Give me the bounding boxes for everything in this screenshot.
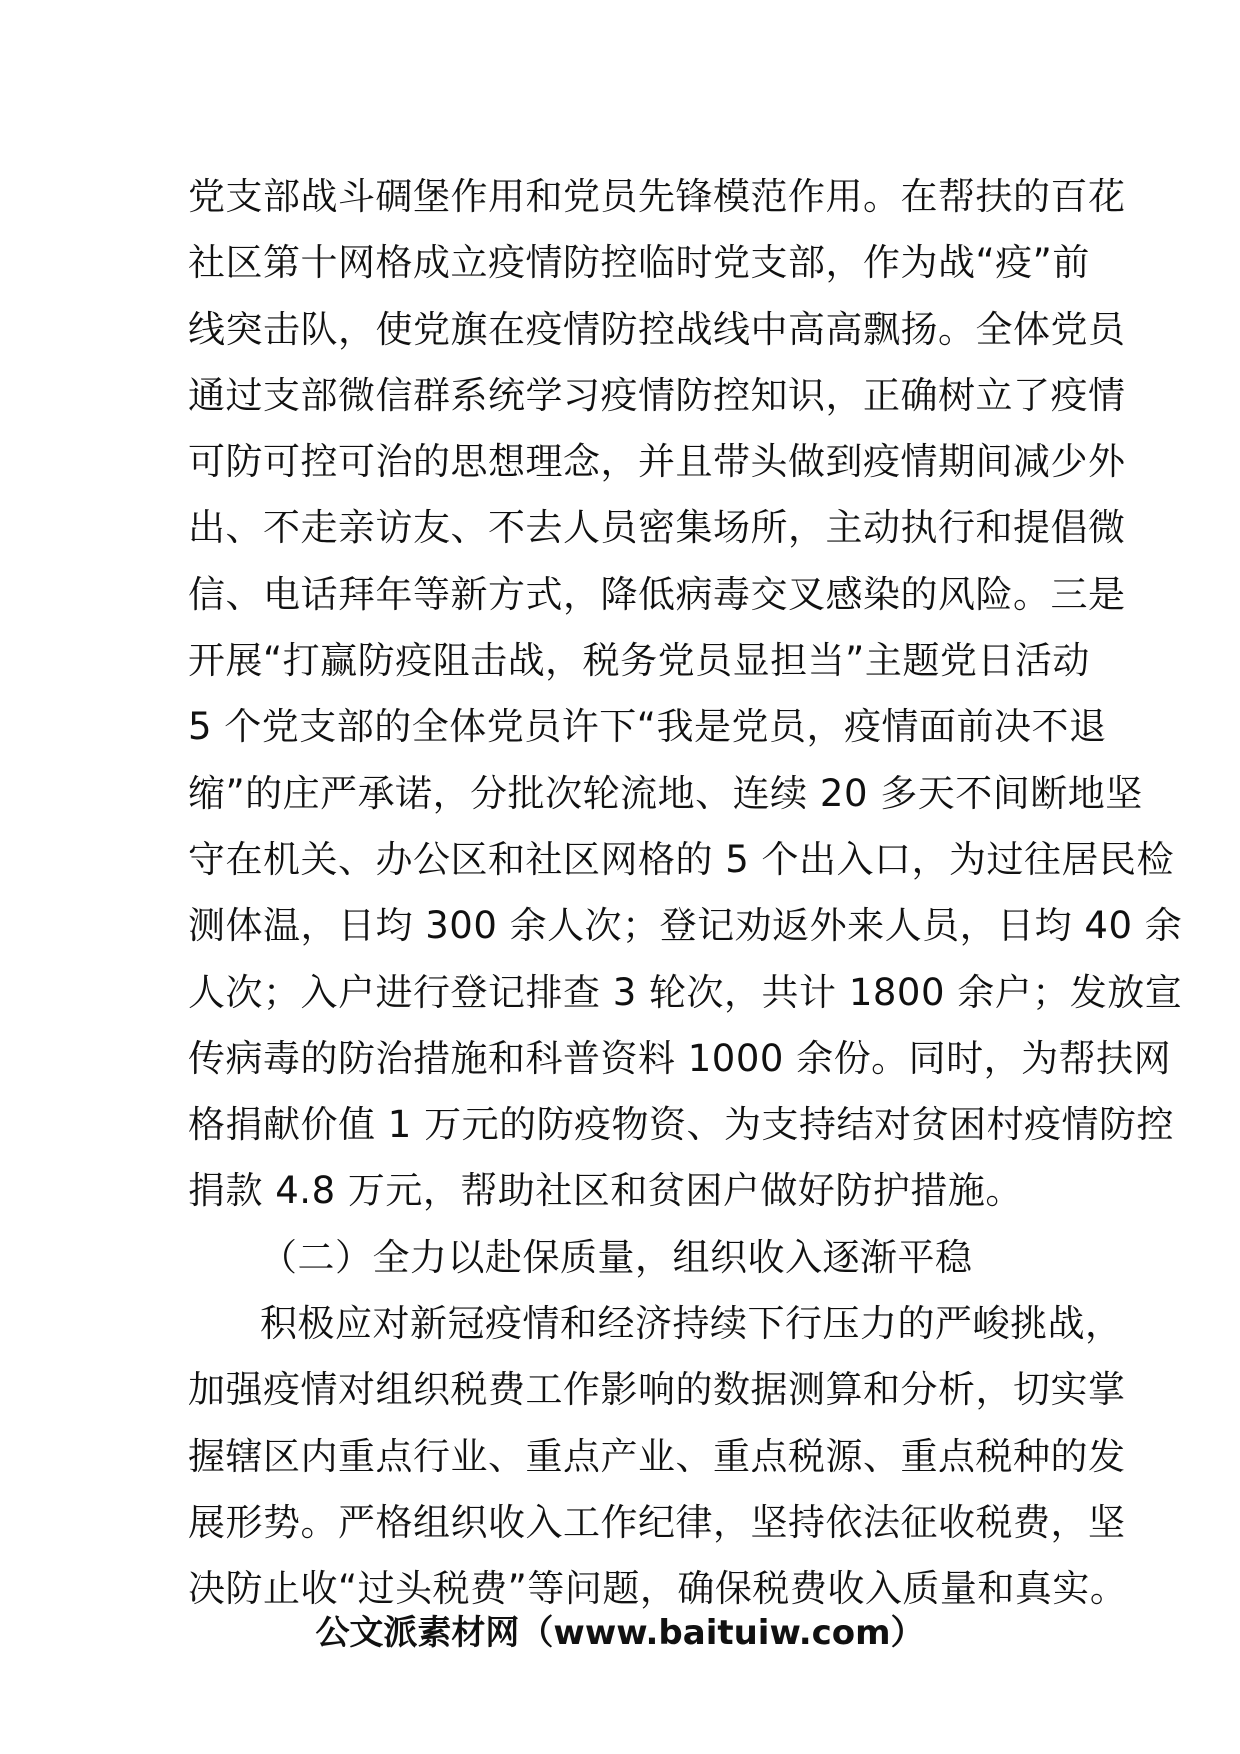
text-line: 通过支部微信群系统学习疫情防控知识，正确树立了疫情: [188, 373, 1126, 417]
text-line: 可防可控可治的思想理念，并且带头做到疫情期间减少外: [188, 440, 1126, 484]
text-line: 展形势。严格组织收入工作纪律，坚持依法征收税费，坚: [188, 1500, 1126, 1544]
text-line: 党支部战斗碉堡作用和党员先锋模范作用。在帮扶的百花: [188, 175, 1126, 218]
document-body: [188, 164, 1183, 1623]
footer-watermark: 公文派素材网（www.baituiw.com）: [315, 1613, 925, 1653]
text-line: 守在机关、办公区和社区网格的 5 个出入口，为过往居民检: [188, 837, 1175, 881]
text-line: 缩”的庄严承诺，分批次轮流地、连续 20 多天不间断地坚: [188, 771, 1143, 815]
text-line: 出、不走亲访友、不去人员密集场所，主动执行和提倡微: [188, 506, 1126, 550]
text-line: 信、电话拜年等新方式，降低病毒交叉感染的风险。三是: [188, 572, 1126, 616]
text-line: 社区第十网格成立疫情防控临时党支部，作为战“疫”前: [188, 241, 1090, 285]
text-line: 测体温，日均 300 余人次；登记劝返外来人员，日均 40 余: [188, 904, 1183, 948]
text-line: 开展“打赢防疫阻击战，税务党员显担当”主题党日活动: [188, 639, 1090, 683]
paragraph-first-line: 积极应对新冠疫情和经济持续下行压力的严峻挑战，: [260, 1302, 1123, 1346]
text-line: 传病毒的防治措施和科普资料 1000 余份。同时，为帮扶网: [188, 1036, 1172, 1080]
text-line: 决防止收“过头税费”等问题，确保税费收入质量和真实。: [188, 1567, 1128, 1611]
text-line: 捐款 4.8 万元，帮助社区和贫困户做好防护措施。: [188, 1169, 1023, 1213]
text-line: 人次；入户进行登记排查 3 轮次，共计 1800 余户；发放宣: [188, 970, 1183, 1014]
section-heading: （二）全力以赴保质量，组织收入逐渐平稳: [260, 1235, 973, 1279]
text-line: 格捐献价值 1 万元的防疫物资、为支持结对贫困村疫情防控: [188, 1103, 1175, 1147]
text-line: 握辖区内重点行业、重点产业、重点税源、重点税种的发: [188, 1434, 1126, 1478]
text-line: 线突击队，使党旗在疫情防控战线中高高飘扬。全体党员: [188, 307, 1126, 351]
text-line: 5 个党支部的全体党员许下“我是党员，疫情面前决不退: [188, 705, 1107, 749]
text-line: 加强疫情对组织税费工作影响的数据测算和分析，切实掌: [188, 1368, 1126, 1412]
